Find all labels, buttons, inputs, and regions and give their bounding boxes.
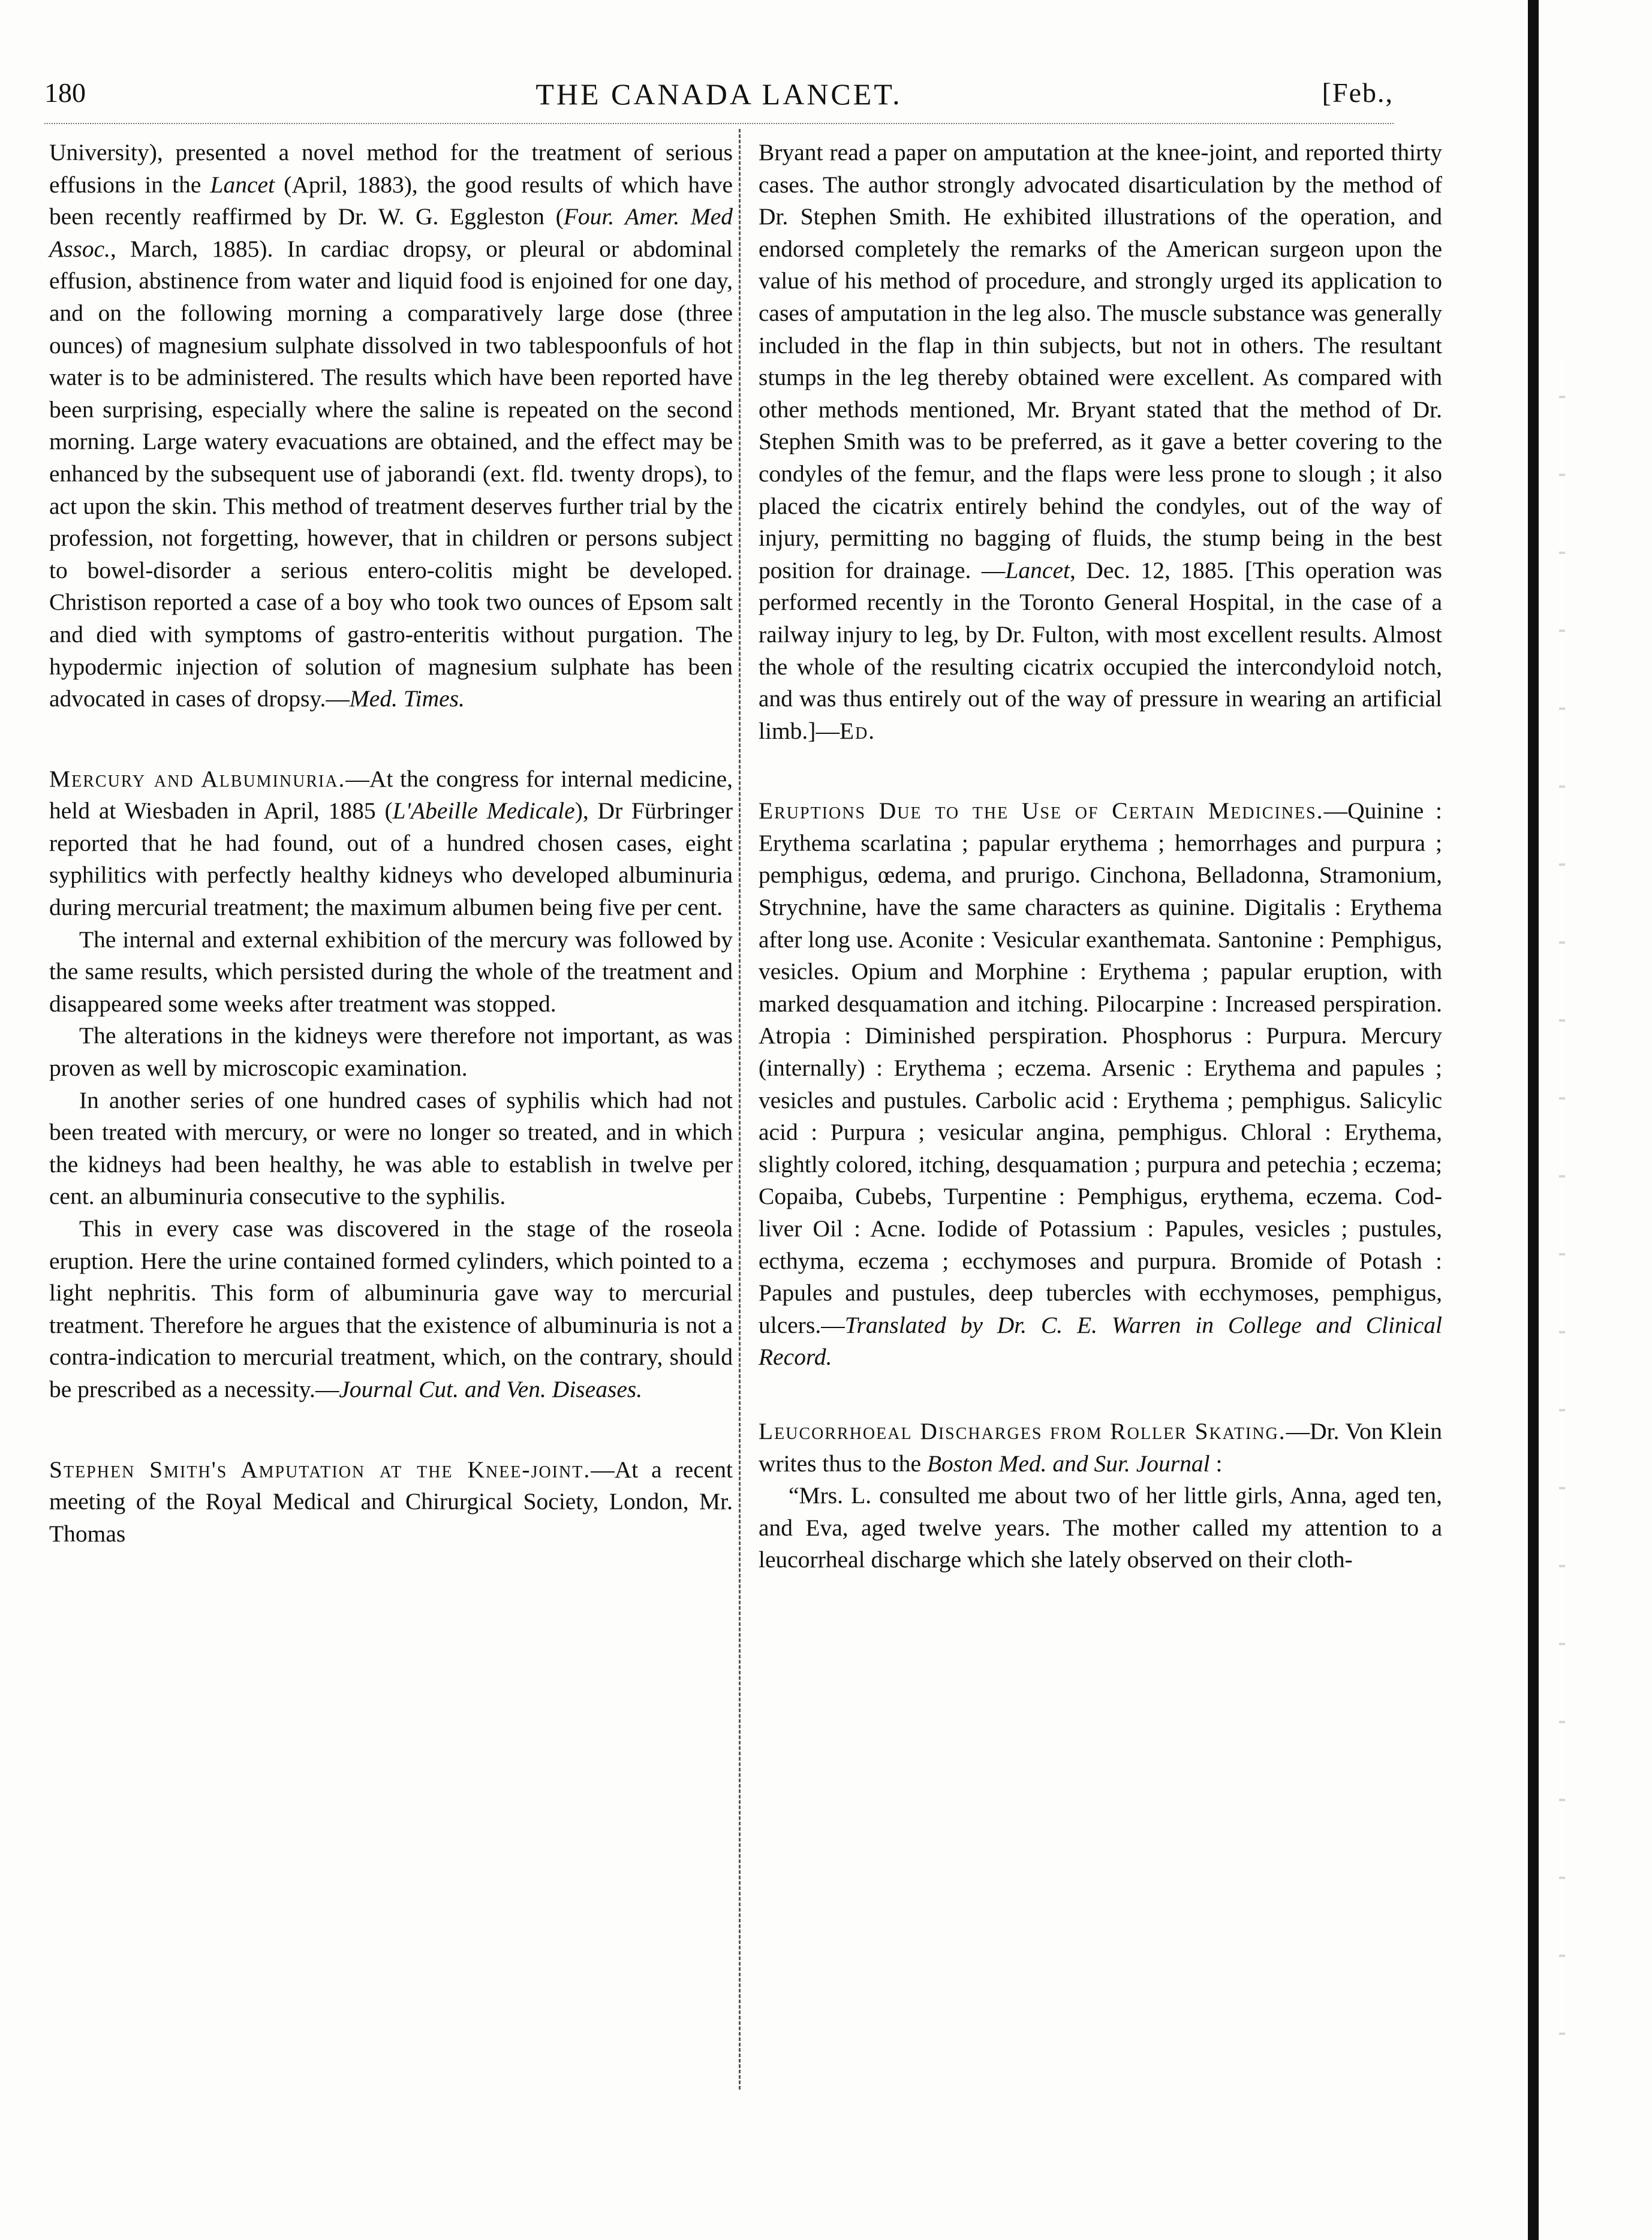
left-column: [49, 137, 733, 1550]
paragraph: “Mrs. L. consulted me about two of her little girls, Anna, aged ten, and Eva, aged twelve years. The mother called my attention to a leucorrheal discharge which she lately observed on their cloth-: [759, 1482, 1442, 1573]
page-edge-specks: [1559, 360, 1565, 2039]
running-header: [44, 77, 1394, 119]
page-edge-rule: [1528, 0, 1539, 2240]
source-citation: Med. Times.: [349, 685, 465, 712]
text: This in every case was discovered in the stage of the roseola eruption. Here the urine contained formed cylinders, which pointed to a light nephritis. This form of albuminuria gave way to mercurial treatment. Therefore he argues that the existence of albuminuria is not a contra-indication to mercurial treatment, which, on the contrary, should be prescribed as a necessity.—: [49, 1215, 733, 1402]
text: University), presented a novel method for the treatment of serious effusions in the: [49, 139, 733, 198]
header-rule: [44, 123, 1394, 124]
editor-mark: Ed.: [839, 717, 876, 744]
article-mercury-albuminuria: [49, 763, 733, 1406]
article-heading: Stephen Smith's Amputation at the Knee-joint.: [49, 1456, 591, 1483]
paragraph: [49, 1454, 733, 1550]
text: —Dr. Von Klein writes thus to the: [759, 1417, 1442, 1477]
text: , Dec. 12, 1885. [This operation was performed recently in the Toronto General Hospital, in the case of a railway injury to leg, by Dr. Fulton, with most excellent results. Almost the whole of the resulting cicatrix occupied the intercondyloid notch, and was thus entirely out of the way of pressure in wearing an artificial limb.]—: [759, 556, 1442, 744]
text: —At the congress for internal medicine, held at Wiesbaden in April, 1885 (: [49, 765, 733, 824]
citation: Lancet: [210, 171, 275, 198]
text: (April, 1883), the good results of which have been recently reaffirmed by Dr. W. G. Eggleston (: [49, 171, 733, 230]
citation: Lancet: [1005, 556, 1070, 583]
paragraph: [49, 763, 733, 924]
column-divider: [739, 129, 741, 2090]
text: :: [1209, 1450, 1223, 1477]
source-citation: Translated by Dr. C. E. Warren in College and Clinical Record.: [759, 1311, 1442, 1371]
right-column: [759, 137, 1442, 1576]
issue-month: [Feb.,: [1322, 77, 1394, 108]
article-eruptions-medicines: [759, 795, 1442, 1374]
article-magnesium-continuation: [49, 137, 733, 715]
article-leucorrhoeal-discharges: [759, 1416, 1442, 1576]
text: —Quinine : Erythema scarlatina ; papular erythema ; hemorrhages and purpura ; pemphigus, œdema, and prurigo. Cinchona, Belladonna, Stramonium, Strychnine, have the same characters as quinine. Digitalis : Erythema after long use. Aconite : Vesicular exanthemata. Santonine : Pemphigus, vesicles. Opium and Morphine : Erythema ; papular eruption, with marked desquamation and itching. Pilocarpine : Increased perspiration. Atropia : Diminished perspiration. Phosphorus : Purpura. Mercury (internally) : Erythema ; eczema. Arsenic : Erythema and papules ; vesicles and pustules. Carbolic acid : Erythema ; pemphigus. Salicylic acid : Purpura ; vesicular angina, pemphigus. Chloral : Erythema, slightly colored, itching, desquamation ; purpura and petechia ; eczema; Copaiba, Cubebs, Turpentine : Pemphigus, erythema, eczema. Cod-liver Oil : Acne. Iodide of Potassium : Papules, vesicles ; pustules, ecthyma, eczema ; ecchymoses and purpura. Bromide of Potash : Papules and pustules, deep tubercles with ecchymoses, pemphigus, ulcers.—: [759, 797, 1442, 1338]
paragraph: The alterations in the kidneys were therefore not important, as was proven as well by microscopic examination.: [49, 1022, 733, 1082]
text: —At a recent meeting of the Royal Medical and Chirurgical Society, London, Mr. Thomas: [49, 1456, 733, 1547]
journal-title: THE CANADA LANCET.: [535, 77, 902, 111]
article-stephen-smith-amputation: [49, 1454, 733, 1550]
article-bryant-continuation: [759, 137, 1442, 747]
paragraph: [49, 137, 733, 715]
source-citation: Journal Cut. and Ven. Diseases.: [339, 1375, 643, 1402]
citation: Boston Med. and Sur. Journal: [926, 1450, 1210, 1477]
paragraph: [759, 1416, 1442, 1480]
article-heading: Leucorrhoeal Discharges from Roller Skating.: [759, 1417, 1286, 1444]
citation: L'Abeille Medicale: [392, 797, 575, 824]
article-heading: Mercury and Albuminuria.: [49, 765, 346, 792]
paragraph: [759, 795, 1442, 1374]
paragraph: [49, 1213, 733, 1406]
text: ), Dr Fürbringer reported that he had found, out of a hundred chosen cases, eight syphilitics with perfectly healthy kidneys who developed albuminuria during mercurial treatment; the maximum albumen being five per cent.: [49, 797, 733, 921]
paragraph: In another series of one hundred cases of syphilis which had not been treated with mercury, or were no longer so treated, and in which the kidneys had been healthy, he was able to establish in twelve per cent. an albuminuria consecutive to the syphilis.: [49, 1086, 733, 1210]
text: , March, 1885). In cardiac dropsy, or pleural or abdominal effusion, abstinence from water and liquid food is enjoined for one day, and on the following morning a comparatively large dose (three ounces) of magnesium sulphate dissolved in two tablespoonfuls of hot water is to be administered. The results which have been reported have been surprising, especially where the saline is repeated on the second morning. Large watery evacuations are obtained, and the effect may be enhanced by the subsequent use of jaborandi (ext. fld. twenty drops), to act upon the skin. This method of treatment deserves further trial by the profession, not forgetting, however, that in children or persons subject to bowel-disorder a serious entero-colitis might be developed. Christison reported a case of a boy who took two ounces of Epsom salt and died with symptoms of gastro-enteritis without purgation. The hypodermic injection of solution of magnesium sulphate has been advocated in cases of dropsy.—: [49, 235, 733, 712]
citation: Four. Amer. Med Assoc.: [49, 203, 733, 262]
article-heading: Eruptions Due to the Use of Certain Medicines.: [759, 797, 1324, 824]
text: Bryant read a paper on amputation at the knee-joint, and reported thirty cases. The author strongly advocated disarticulation by the method of Dr. Stephen Smith. He exhibited illustrations of the operation, and endorsed completely the remarks of the American surgeon upon the value of his method of procedure, and strongly urged its application to cases of amputation in the leg also. The muscle substance was generally included in the flap in thin subjects, but not in others. The resultant stumps in the leg thereby obtained were excellent. As compared with other methods mentioned, Mr. Bryant stated that the method of Dr. Stephen Smith was to be preferred, as it gave a better covering to the condyles of the femur, and the flaps were less prone to slough ; it also placed the cicatrix entirely behind the condyles, out of the way of injury, permitting no bagging of fluids, the stump being in the best position for drainage. —: [759, 139, 1442, 583]
page-number: 180: [44, 77, 86, 108]
paragraph: [759, 137, 1442, 747]
paragraph: The internal and external exhibition of the mercury was followed by the same results, which persisted during the whole of the treatment and disappeared some weeks after treatment was stopped.: [49, 926, 733, 1017]
